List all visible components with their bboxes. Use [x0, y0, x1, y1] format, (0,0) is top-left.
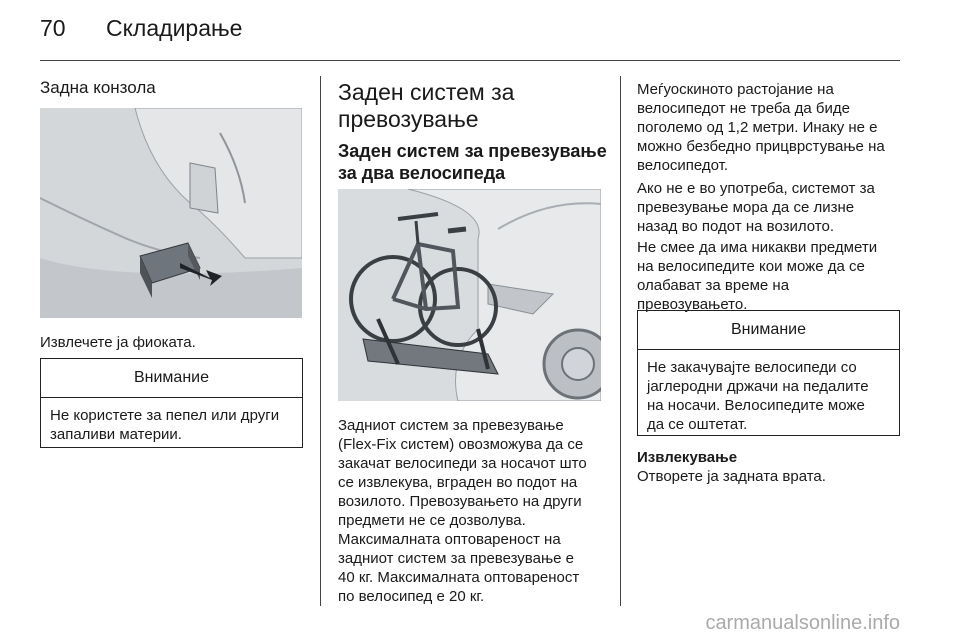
loose-objects-paragraph [637, 238, 877, 314]
wheelbase-paragraph [637, 80, 885, 175]
warning-title: Внимание [638, 311, 899, 350]
drawer-drawing [40, 108, 302, 318]
text-line: да се оштетат. [647, 416, 748, 433]
bike-carrier-drawing [338, 189, 601, 401]
text-line: превозувањето. [637, 296, 748, 313]
text-line: Ако не е во употреба, системот за [637, 180, 875, 197]
header-rule [40, 60, 900, 61]
text-line: предмети не се дозволува. [338, 512, 526, 529]
text-line: Не смее да има никакви предмети [637, 239, 878, 256]
section-heading-rear-console: Задна конзола [40, 78, 156, 97]
drawer-caption: Извлечете ја фиоката. [40, 334, 196, 351]
text-line: можно безбедно прицврстување на [637, 138, 885, 155]
text-line: 40 кг. Максималната оптовареност [338, 569, 580, 586]
warning-text [638, 350, 899, 442]
column-divider-2 [620, 76, 621, 606]
subheading-line-2: за два велосипеда [338, 163, 506, 183]
text-line: возилото. Превозувањето на други [338, 493, 582, 510]
subheading-line-1: Заден систем за превезување [338, 141, 607, 161]
text-line: задниот систем за превезување е [338, 550, 574, 567]
text-line: велосипедот. [637, 157, 729, 174]
section-heading-line-2: превозување [338, 106, 479, 132]
section-heading-line-1: Заден систем за [338, 79, 515, 105]
text-line: Задниот систем за превезување [338, 417, 564, 434]
max-load-paragraph [338, 530, 579, 606]
text-line: се извлекува, вграден во подот на [338, 474, 578, 491]
text-line: велосипедот не треба да биде [637, 100, 850, 117]
text-line: назад во подот на возилото. [637, 218, 835, 235]
rear-console-illustration [40, 108, 302, 318]
bike-carrier-illustration [338, 189, 601, 401]
text-line: Максималната оптовареност на [338, 531, 561, 548]
warning-title: Внимание [41, 359, 302, 398]
text-line: на велосипедите кои може да се [637, 258, 865, 275]
warning-box-carbon [637, 310, 900, 436]
text-line: олабават за време на [637, 277, 790, 294]
text-line: на носачи. Велосипедите може [647, 397, 865, 414]
not-in-use-paragraph [637, 179, 875, 236]
page-title: Складирање [106, 15, 243, 41]
warning-text: Не користете за пепел или други запаливи материи. [50, 407, 280, 443]
warning-box-ash [40, 358, 303, 448]
text-line: по велосипед е 20 кг. [338, 588, 485, 605]
page-number: 70 [40, 15, 66, 41]
text-line: (Flex-Fix систем) овозможува да се [338, 436, 584, 453]
watermark: carmanualsonline.info [705, 612, 900, 634]
text-line: Меѓуоскиното растојание на [637, 81, 834, 98]
text-line: јаглеродни држачи на педалите [647, 378, 869, 395]
text-line: Не закачувајте велосипеди со [647, 359, 857, 376]
text-line: поголемо од 1,2 метри. Инаку не е [637, 119, 878, 136]
section-heading-extraction: Извлекување [637, 449, 738, 466]
extraction-instruction: Отворете ја задната врата. [637, 468, 826, 485]
carrier-description-paragraph [338, 416, 587, 530]
text-line: превезување мора да се лизне [637, 199, 855, 216]
column-divider-1 [320, 76, 321, 606]
text-line: закачат велосипеди за носачот што [338, 455, 587, 472]
